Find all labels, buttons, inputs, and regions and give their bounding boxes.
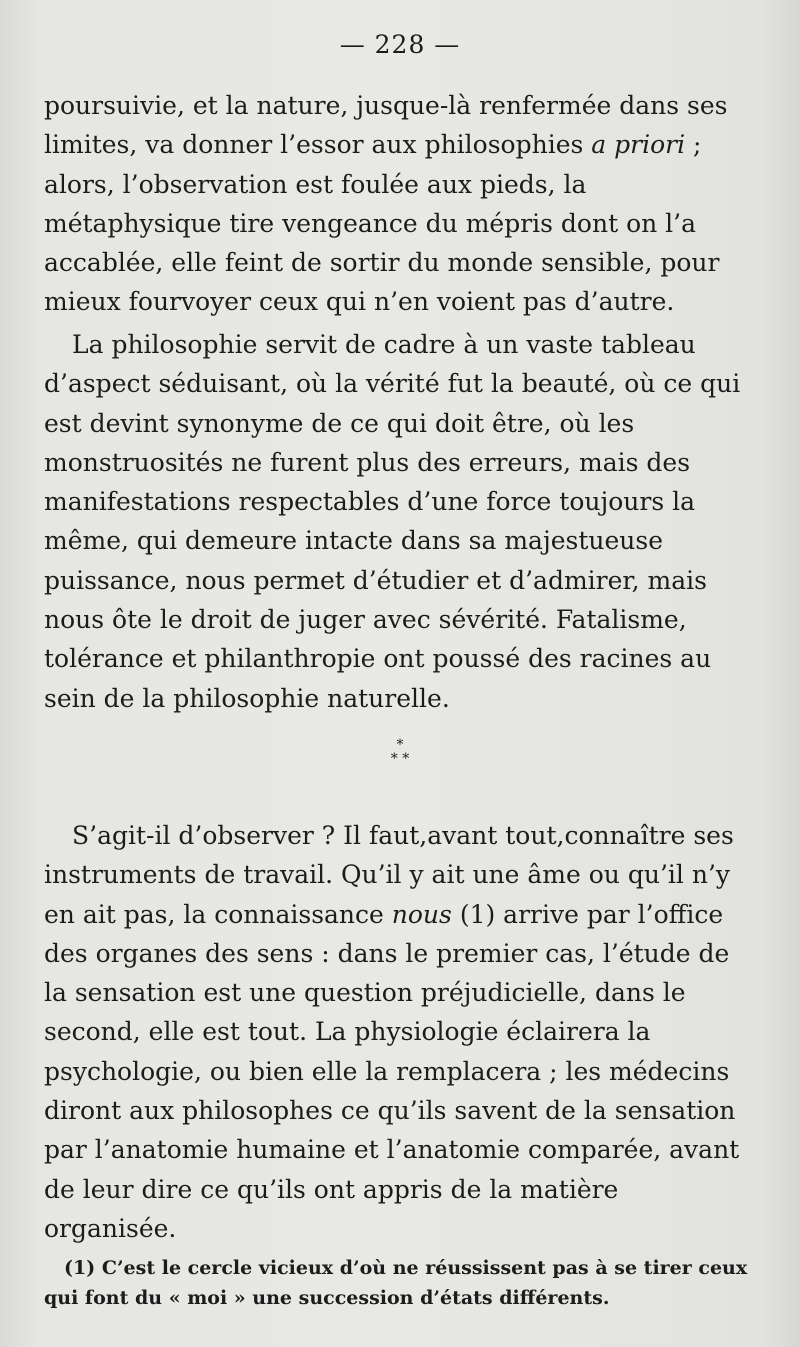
- page-number: — 228 —: [339, 30, 461, 59]
- paragraph-2: [44, 325, 756, 718]
- paragraph-3-text-start: S’agit-il d’observer ? Il faut,avant tout,connaître ses instruments de travail. Qu’il y ait une âme ou qu’il n’y en ait pas, la connaissance: [44, 821, 734, 929]
- separator-stars-bottom: * *: [390, 751, 410, 767]
- paragraph-2-text: La philosophie servit de cadre à un vaste tableau d’aspect séduisant, où la vérité fut la beauté, où ce qui est devint synonyme de ce qui doit être, où les monstruosités ne furent plus des erreurs, mais des manifestations respectables d’une force toujours la même, qui demeure intacte dans sa majestueuse puissance, nous permet d’étudier et d’admirer, mais nous ôte le droit de juger avec sévérité. Fatalisme, tolérance et philanthropie ont poussé des racines au sein de la philosophie naturelle.: [44, 330, 741, 713]
- footnote: [44, 1253, 756, 1313]
- footnote-quote: « moi »: [168, 1287, 246, 1309]
- separator-star-top: *: [396, 737, 404, 753]
- footnote-text-start: C’est le cercle vicieux d’où ne réussissent pas à se tirer ceux qui font du: [44, 1257, 748, 1309]
- paragraph-1-text-start: poursuivie, et la nature, jusque-là renfermée dans ses limites, va donner l’essor aux philosophies: [44, 91, 728, 160]
- paragraph-3: [44, 816, 756, 1248]
- footnote-text-end: une succession d’états différents.: [245, 1287, 610, 1309]
- paragraph-1-text-end: ; alors, l’observation est foulée aux pieds, la métaphysique tire vengeance du mépris dont on l’a accablée, elle feint de sortir du monde sensible, pour mieux fourvoyer ceux qui n’en voient pas d’autre.: [44, 130, 720, 317]
- paragraph-3-italic-term: nous: [391, 899, 452, 929]
- paragraph-1-italic-term: a priori: [591, 130, 686, 160]
- section-separator: [370, 738, 430, 766]
- footnote-marker: (1): [64, 1257, 96, 1279]
- paragraph-1: [44, 86, 756, 322]
- paragraph-3-text-end: (1) arrive par l’office des organes des sens : dans le premier cas, l’étude de la sensation est une question préjudicielle, dans le second, elle est tout. La physiologie éclairera la psychologie, ou bien elle la remplacera ; les médecins diront aux philosophes ce qu’ils savent de la sensation par l’anatomie humaine et l’anatomie comparée, avant de leur dire ce qu’ils ont appris de la matière organisée.: [44, 899, 740, 1243]
